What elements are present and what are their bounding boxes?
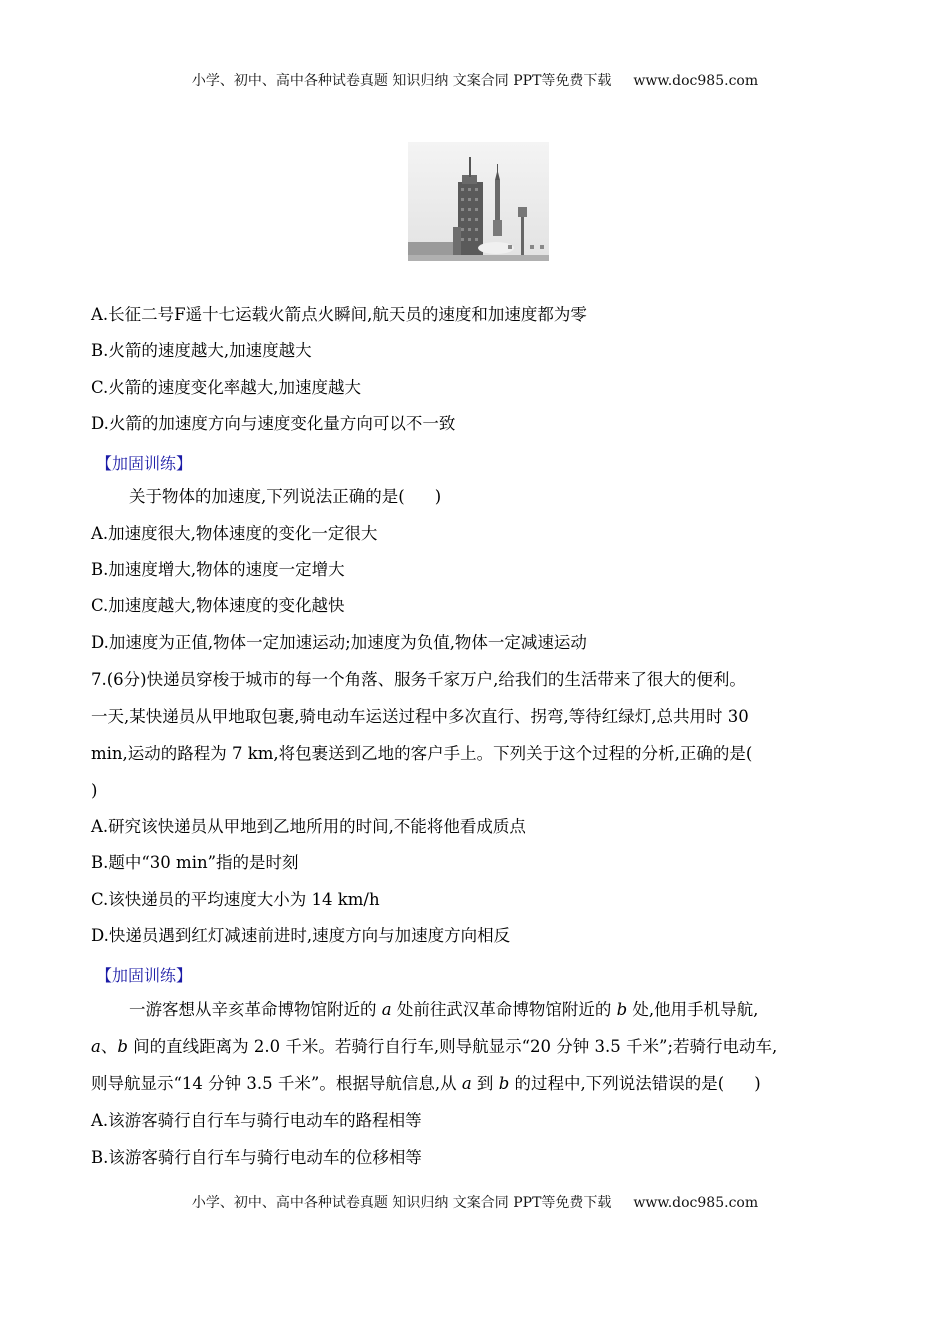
q7-option-c: C.该快递员的平均速度大小为 14 km/h	[91, 890, 380, 909]
var-b: b	[616, 1000, 628, 1019]
text-segment: 到	[471, 1074, 499, 1093]
practice2-line-3	[91, 1074, 761, 1094]
page-footer	[0, 1192, 950, 1212]
var-a: a	[381, 1000, 392, 1019]
practice1-option-a: A.加速度很大,物体速度的变化一定很大	[91, 524, 378, 543]
q7-stem-line-3: min,运动的路程为 7 km,将包裹送到乙地的客户手上。下列关于这个过程的分析,正确的是(	[91, 744, 753, 763]
practice1-stem-close: )	[434, 487, 442, 506]
practice1-stem	[129, 487, 441, 507]
text-segment: )	[754, 1074, 761, 1093]
practice1-stem-text: 关于物体的加速度,下列说法正确的是(	[129, 487, 405, 506]
q6-option-c: C.火箭的速度变化率越大,加速度越大	[91, 378, 362, 397]
section-label-practice-2: 【加固训练】	[96, 966, 193, 985]
q7-stem-line-1: 7.(6分)快递员穿梭于城市的每一个角落、服务千家万户,给我们的生活带来了很大的便利。	[91, 670, 746, 689]
text-segment: 处,他用手机导航,	[627, 1000, 759, 1019]
rocket-icon	[408, 142, 549, 261]
rocket-launch-image	[408, 142, 549, 261]
q7-stem-line-4: )	[91, 781, 98, 800]
practice2-line-2	[91, 1037, 777, 1057]
practice2-option-a: A.该游客骑行自行车与骑行电动车的路程相等	[91, 1111, 422, 1130]
q7-option-a: A.研究该快递员从甲地到乙地所用的时间,不能将他看成质点	[91, 817, 526, 836]
practice1-option-c: C.加速度越大,物体速度的变化越快	[91, 596, 345, 615]
var-b: b	[498, 1074, 510, 1093]
text-segment: 一游客想从辛亥革命博物馆附近的	[129, 1000, 382, 1019]
page-header	[0, 70, 950, 90]
header-text: 小学、初中、高中各种试卷真题 知识归纳 文案合同 PPT等免费下载	[191, 73, 612, 89]
q6-option-d: D.火箭的加速度方向与速度变化量方向可以不一致	[91, 414, 456, 433]
text-segment: 、	[100, 1037, 118, 1056]
text-segment: 间的直线距离为 2.0 千米。若骑行自行车,则导航显示“20 分钟 3.5 千米”;若骑行电动车,	[127, 1037, 778, 1056]
practice1-option-b: B.加速度增大,物体的速度一定增大	[91, 560, 345, 579]
footer-url[interactable]: www.doc985.com	[633, 1195, 759, 1211]
practice1-option-d: D.加速度为正值,物体一定加速运动;加速度为负值,物体一定减速运动	[91, 633, 587, 652]
text-segment: 则导航显示“14 分钟 3.5 千米”。根据导航信息,从	[91, 1074, 462, 1093]
q7-stem-line-2: 一天,某快递员从甲地取包裹,骑电动车运送过程中多次直行、拐弯,等待红绿灯,总共用时 30	[91, 707, 749, 726]
text-segment: 的过程中,下列说法错误的是(	[509, 1074, 725, 1093]
practice2-line-1	[129, 1000, 758, 1020]
q7-option-d: D.快递员遇到红灯减速前进时,速度方向与加速度方向相反	[91, 926, 511, 945]
header-url[interactable]: www.doc985.com	[633, 73, 759, 89]
q6-option-b: B.火箭的速度越大,加速度越大	[91, 341, 312, 360]
footer-text: 小学、初中、高中各种试卷真题 知识归纳 文案合同 PPT等免费下载	[191, 1195, 612, 1211]
q6-option-a: A.长征二号F遥十七运载火箭点火瞬间,航天员的速度和加速度都为零	[91, 305, 587, 324]
q7-option-b: B.题中“30 min”指的是时刻	[91, 853, 299, 872]
text-segment: 处前往武汉革命博物馆附近的	[391, 1000, 617, 1019]
var-b: b	[117, 1037, 128, 1056]
var-a: a	[91, 1037, 101, 1056]
practice2-option-b: B.该游客骑行自行车与骑行电动车的位移相等	[91, 1148, 422, 1167]
var-a: a	[461, 1074, 472, 1093]
section-label-practice: 【加固训练】	[96, 454, 193, 473]
